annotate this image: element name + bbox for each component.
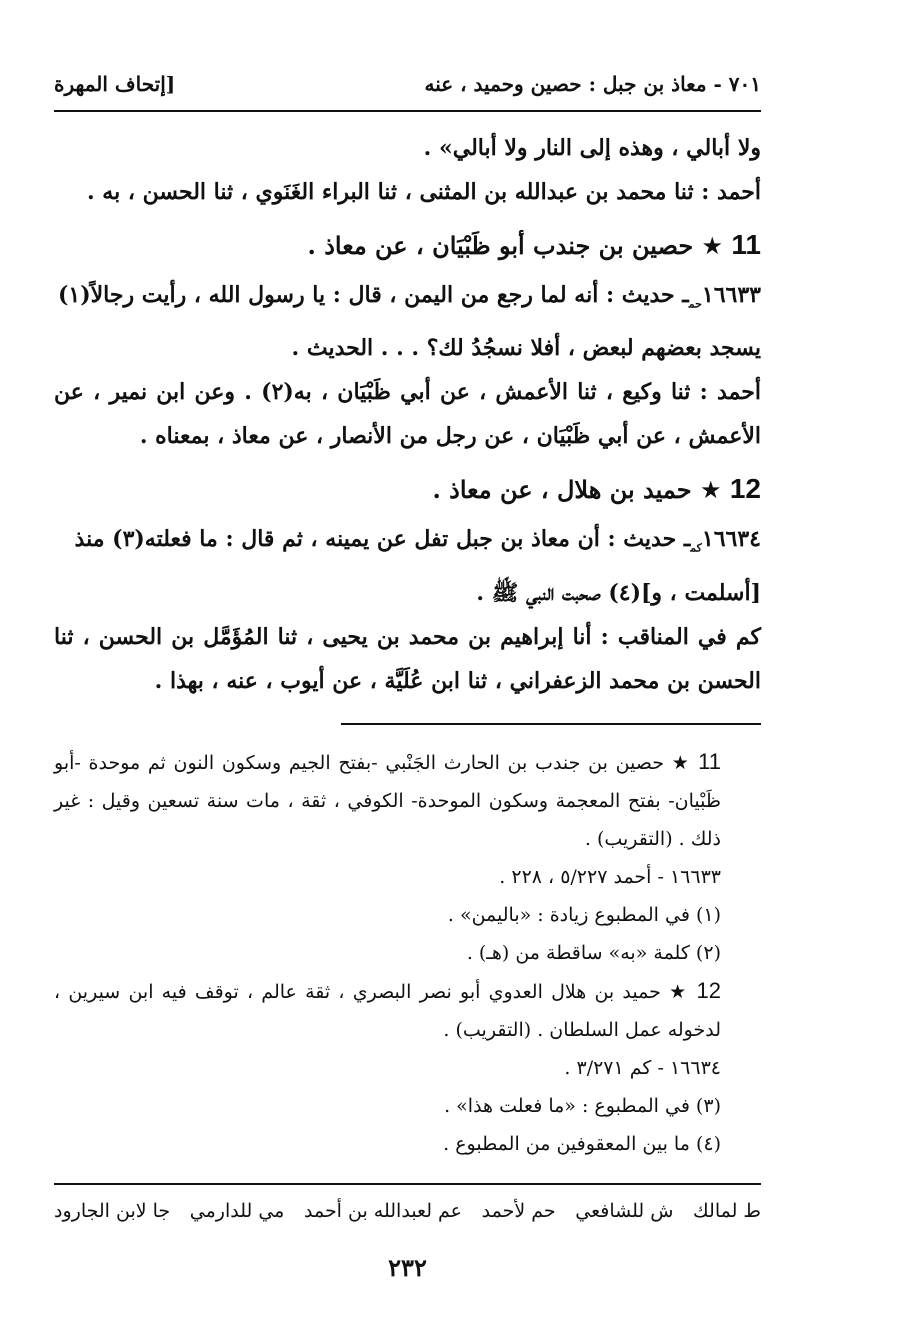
footnote-ref-16634: ١٦٦٣٤ - كم ٣/٢٧١ . — [564, 1056, 721, 1079]
header-book-title: [إتحاف المهرة — [54, 72, 176, 96]
source-tag: كم — [690, 541, 702, 555]
footnote-number: 11 — [698, 748, 721, 774]
star-icon: ★ — [669, 980, 689, 1003]
hadith-16633-line2: يسجد بعضهم لبعض ، أفلا نسجُدُ لك؟ . . . الحديث . — [291, 335, 761, 362]
hadith-16634-line2: [أسلمت ، و](٤) صحبت النبي ﷺ . — [476, 579, 761, 606]
source-tag: حم — [688, 297, 702, 311]
abbr-item: جا لابن الجارود — [54, 1199, 171, 1222]
footnote-narrator-11 — [54, 743, 761, 858]
hadith-text-line1: ـ حديث : أنه لما رجع من اليمن ، قال : يا رسول الله ، رأيت رجالاً(١) — [57, 282, 689, 308]
isnad-hakim: كم في المناقب : أنا إبراهيم بن محمد بن يحيى ، ثنا المُؤَمَّل بن الحسن ، ثنا الحسن بن محمد الزعفراني ، ثنا ابن عُلَيَّة ، عن أيوب ، عنه ، بهذا . — [54, 623, 761, 694]
footnote-narrator-12 — [54, 972, 761, 1049]
abbreviation-key — [54, 1191, 761, 1231]
page-number: ٢٣٢ — [388, 1252, 427, 1282]
narrator-entry-12 — [54, 462, 761, 517]
footnote-number: 12 — [696, 977, 721, 1003]
footnote-2: (٢) كلمة «به» ساقطة من (هـ) . — [466, 941, 721, 964]
hadith-16634 — [54, 517, 761, 570]
star-icon: ★ — [699, 476, 722, 505]
footnote-text: حميد بن هلال العدوي أبو نصر البصري ، ثقة عالم ، توقف فيه ابن سيرين ، لدخوله عمل السلطان . (التقريب) . — [54, 980, 721, 1041]
narrator-heading: حميد بن هلال ، عن معاذ . — [432, 475, 692, 505]
narrator-number: 12 — [729, 473, 761, 505]
star-icon: ★ — [671, 751, 691, 774]
footnote-separator — [341, 723, 761, 725]
footnote-3: (٣) في المطبوع : «ما فعلت هذا» . — [444, 1094, 721, 1117]
hadith-number: ١٦٦٣٤ — [701, 526, 761, 553]
star-icon: ★ — [701, 232, 724, 260]
isnad-ahmad-1: أحمد : ثنا محمد بن عبدالله بن المثنى ، ثنا البراء الغَنَوي ، ثنا الحسن ، به . — [86, 179, 761, 205]
footnote-1: (١) في المطبوع زيادة : «باليمن» . — [447, 903, 721, 926]
abbreviation-separator — [54, 1183, 761, 1185]
isnad-ahmad-2: أحمد : ثنا وكيع ، ثنا الأعمش ، عن أبي ظَبْيَان ، به(٢) . وعن ابن نمير ، عن الأعمش ، عن أبي ظَبْيَان ، عن رجل من الأنصار ، عن معاذ ، بمعناه . — [54, 379, 761, 450]
narrator-entry-11 — [54, 218, 761, 273]
footnote-ref-16633: ١٦٦٣٣ - أحمد ٥/٢٢٧ ، ٢٢٨ . — [499, 865, 721, 888]
abbr-item: حم لأحمد — [481, 1199, 556, 1222]
abbr-item: عم لعبدالله بن أحمد — [303, 1199, 463, 1222]
main-text — [54, 112, 761, 703]
running-header — [54, 60, 761, 112]
footnotes — [54, 743, 761, 1163]
hadith-text-line1: ـ حديث : أن معاذ بن جبل تفل عن يمينه ، ثم قال : ما فعلته(٣) منذ — [74, 526, 691, 553]
footnote-text: حصين بن جندب بن الحارث الجَنْبي -بفتح الجيم وسكون النون ثم موحدة -أبو ظَبْيان- بفتح المعجمة وسكون الموحدة- الكوفي ، ثقة ، مات سنة تسعين وقيل : غير ذلك . (التقريب) . — [54, 751, 721, 850]
footnote-4: (٤) ما بين المعقوفين من المطبوع . — [443, 1132, 721, 1155]
hadith-16633 — [54, 273, 761, 326]
header-chapter-title: ٧٠١ - معاذ بن جبل : حصين وحميد ، عنه — [424, 72, 761, 96]
narrator-heading: حصين بن جندب أبو ظَبْيَان ، عن معاذ . — [307, 231, 694, 260]
abbr-item: مي للدارمي — [189, 1199, 285, 1222]
abbr-item: ش للشافعي — [575, 1199, 674, 1222]
narrator-number: 11 — [731, 229, 761, 260]
abbr-item: ط لمالك — [693, 1199, 761, 1222]
hadith-continuation: ولا أبالي ، وهذه إلى النار ولا أبالي» . — [423, 135, 761, 161]
hadith-number: ١٦٦٣٣ — [701, 282, 761, 308]
